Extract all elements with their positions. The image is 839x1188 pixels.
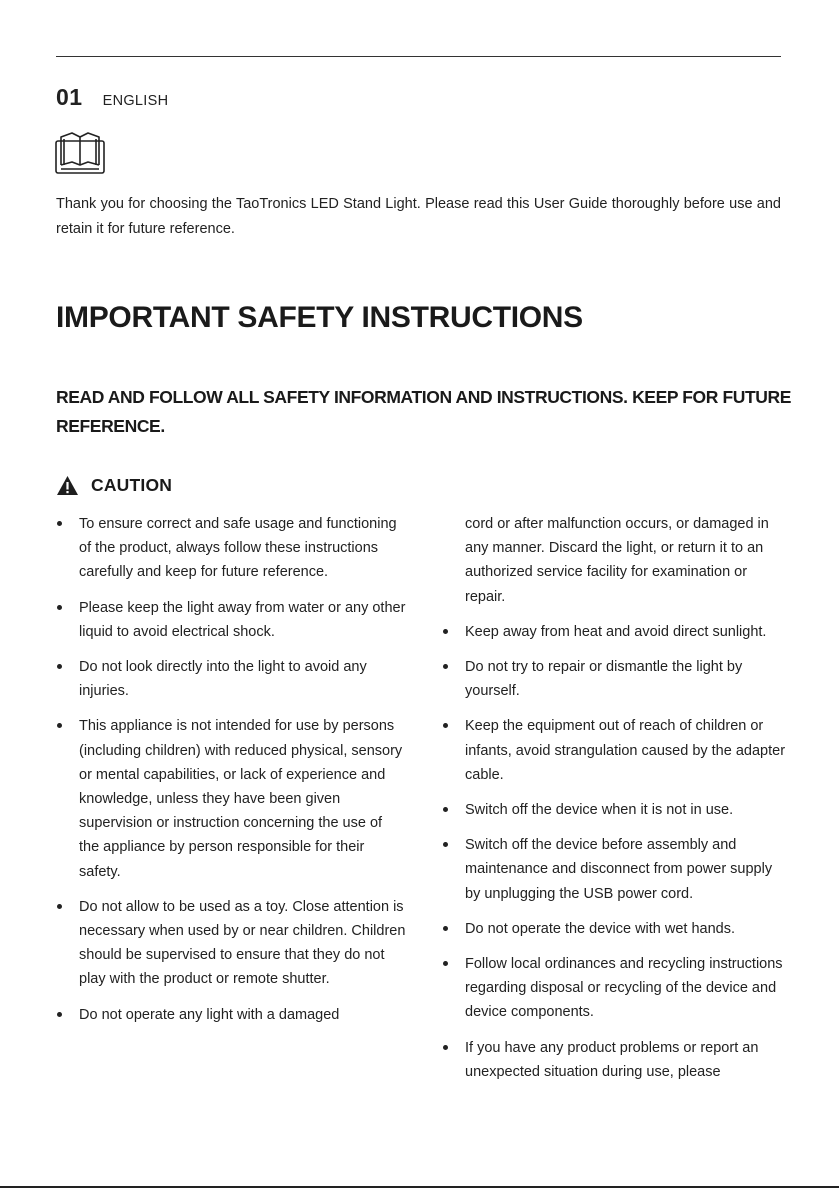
left-instruction-list xyxy=(56,512,406,1038)
list-item: Please keep the light away from water or any other liquid to avoid electrical shock. xyxy=(56,596,406,644)
subtitle: READ AND FOLLOW ALL SAFETY INFORMATION AND INSTRUCTIONS. KEEP FOR FUTURE REFERENCE. xyxy=(56,387,792,436)
list-item-continuation: cord or after malfunction occurs, or damaged in any manner. Discard the light, or return it to an authorized service facility for examination or repair. xyxy=(465,516,769,605)
page-number: 01 xyxy=(56,84,83,110)
list-item: Do not look directly into the light to avoid any injuries. xyxy=(56,655,406,703)
list-item: If you have any product problems or report an unexpected situation during use, please xyxy=(442,1036,787,1084)
page-header xyxy=(56,84,168,111)
language-label: ENGLISH xyxy=(102,93,169,109)
top-rule xyxy=(56,56,781,57)
right-instruction-list xyxy=(442,512,787,1095)
list-item: Switch off the device when it is not in use. xyxy=(442,798,787,822)
page-title: IMPORTANT SAFETY INSTRUCTIONS xyxy=(56,301,583,334)
list-item: This appliance is not intended for use by persons (including children) with reduced physical, sensory or mental capabilities, or lack of experience and knowledge, unless they have been given supervision or instruction concerning the use of the appliance by person responsible for their safety. xyxy=(56,714,406,883)
list-item: Do not operate the device with wet hands. xyxy=(442,917,787,941)
caution-label: CAUTION xyxy=(91,475,173,495)
list-item: Keep the equipment out of reach of children or infants, avoid strangulation caused by the adapter cable. xyxy=(442,714,787,787)
list-item: Keep away from heat and avoid direct sunlight. xyxy=(442,620,787,644)
list-item: Do not try to repair or dismantle the light by yourself. xyxy=(442,655,787,703)
list-item: To ensure correct and safe usage and functioning of the product, always follow these instructions carefully and keep for future reference. xyxy=(56,512,406,585)
list-item: Follow local ordinances and recycling instructions regarding disposal or recycling of the device and device components. xyxy=(442,952,787,1025)
intro-text: Thank you for choosing the TaoTronics LED Stand Light. Please read this User Guide thoroughly before use and retain it for future reference. xyxy=(56,196,781,237)
warning-triangle-icon xyxy=(56,475,79,496)
list-item: Do not allow to be used as a toy. Close attention is necessary when used by or near children. Children should be supervised to ensure that they do not play with the product or remote shutter. xyxy=(56,895,406,992)
list-item: Do not operate any light with a damaged xyxy=(56,1003,406,1027)
caution-heading xyxy=(56,475,172,496)
open-book-icon xyxy=(55,131,105,175)
list-item: Switch off the device before assembly and maintenance and disconnect from power supply by unplugging the USB power cord. xyxy=(442,833,787,906)
